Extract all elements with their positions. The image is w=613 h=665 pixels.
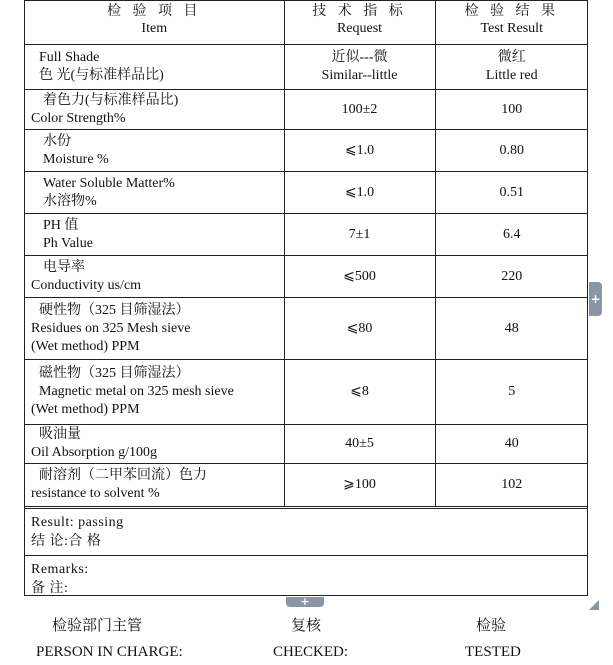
table-row [25,360,588,425]
request-cell[interactable]: ⩽500 [284,256,435,298]
item-label-en: Magnetic metal on 325 mesh sieve [39,384,234,399]
table-row [25,130,588,172]
header-result-en: Test Result [480,20,543,36]
checked-label-en: CHECKED: [273,644,348,660]
table-row [25,214,588,256]
item-label-cn: 吸油量 [39,427,81,442]
tested-label-en: TESTED [465,644,521,660]
result-cell[interactable]: 5 [435,360,588,425]
table-row [25,425,588,464]
item-label-cn: 水份 [43,133,71,149]
item-cell[interactable] [25,172,284,214]
item-label-cn: 硬性物（325 目筛湿法） [39,302,190,318]
item-label-en: Ph Value [43,235,93,251]
result-cell[interactable]: 220 [435,256,588,298]
header-result[interactable] [435,1,588,45]
item-label-cn: 着色力(与标准样品比) [43,92,179,108]
inspection-table [25,0,588,507]
item-cell[interactable] [25,45,284,90]
item-cell[interactable] [25,425,284,464]
request-cell[interactable]: ⩽1.0 [284,172,435,214]
result-cell[interactable]: 102 [435,464,588,507]
table-header-row [25,1,588,45]
result-cell[interactable]: 0.51 [435,172,588,214]
item-label-en: Full Shade [39,50,100,65]
dept-head-label-cn: 检验部门主管 [52,618,143,634]
result-en: Result: passing [31,515,124,530]
item-label-cn: 色 光(与标准样品比) [39,68,164,83]
table-row [25,90,588,130]
header-item-en: Item [141,20,168,36]
result-cn: 微红 [497,50,526,65]
result-cell[interactable]: 40 [435,425,588,464]
item-cell[interactable] [25,90,284,130]
remarks-cn: 备 注: [31,581,69,596]
item-label-en: Color Strength% [31,110,126,126]
header-request-cn: 技 术 指 标 [312,3,407,19]
item-cell[interactable] [25,130,284,172]
item-label-cn: 电导率 [43,259,85,275]
item-label-en: Water Soluble Matter% [43,175,175,191]
item-label-en: Conductivity us/cm [31,277,142,293]
item-cell[interactable] [25,298,284,360]
table-row [25,45,588,90]
resize-grip-icon [589,600,599,610]
table-row [25,464,588,507]
request-cell[interactable]: ⩽8 [284,360,435,425]
item-cell[interactable] [25,214,284,256]
request-cell[interactable]: ⩾100 [284,464,435,507]
item-label-en: Moisture % [43,151,109,167]
request-cn: 近似---微 [331,50,388,65]
add-row-handle[interactable]: + [286,597,324,607]
item-label-en-2: (Wet method) PPM [31,402,140,417]
header-result-cn: 检 验 结 果 [464,3,559,19]
result-cell[interactable]: 48 [435,298,588,360]
header-item-cn: 检 验 项 目 [107,3,202,19]
item-label-en: Residues on 325 Mesh sieve [31,320,191,336]
table-resize-icon[interactable] [589,597,599,607]
remarks-en: Remarks: [31,562,89,577]
table-row [25,172,588,214]
item-cell[interactable] [25,256,284,298]
result-cn: 结 论:合 格 [31,534,102,549]
request-cell[interactable]: ⩽1.0 [284,130,435,172]
item-label-en: Oil Absorption g/100g [31,445,158,460]
table-row [25,298,588,360]
header-item[interactable] [25,1,284,45]
result-cell[interactable]: 100 [435,90,588,130]
header-request[interactable] [284,1,435,45]
item-label-cn: 磁性物（325 目筛湿法） [39,366,190,381]
request-cell[interactable]: 40±5 [284,425,435,464]
tested-label-cn: 检验 [476,618,507,634]
result-cell[interactable] [435,45,588,90]
item-label-cn: PH 值 [43,217,79,233]
request-cell[interactable]: 7±1 [284,214,435,256]
item-label-en-2: (Wet method) PPM [31,338,140,354]
header-request-en: Request [336,20,383,36]
item-cell[interactable] [25,464,284,507]
item-label-en: resistance to solvent % [31,486,160,501]
item-label-cn: 水溶物% [43,193,97,209]
request-cell[interactable] [284,45,435,90]
request-cell[interactable]: ⩽80 [284,298,435,360]
dept-head-label-en: PERSON IN CHARGE: [36,644,183,660]
result-section[interactable] [25,508,588,555]
add-column-handle[interactable]: + [589,282,602,316]
request-cell[interactable]: 100±2 [284,90,435,130]
result-en: Little red [485,68,538,83]
checked-label-cn: 复核 [291,618,322,634]
remarks-section[interactable] [25,555,588,595]
item-label-cn: 耐溶剂（二甲苯回流）色力 [39,468,207,483]
report-sheet [24,0,588,596]
request-en: Similar--little [321,68,398,83]
result-cell[interactable]: 0.80 [435,130,588,172]
table-row [25,256,588,298]
item-cell[interactable] [25,360,284,425]
result-cell[interactable]: 6.4 [435,214,588,256]
